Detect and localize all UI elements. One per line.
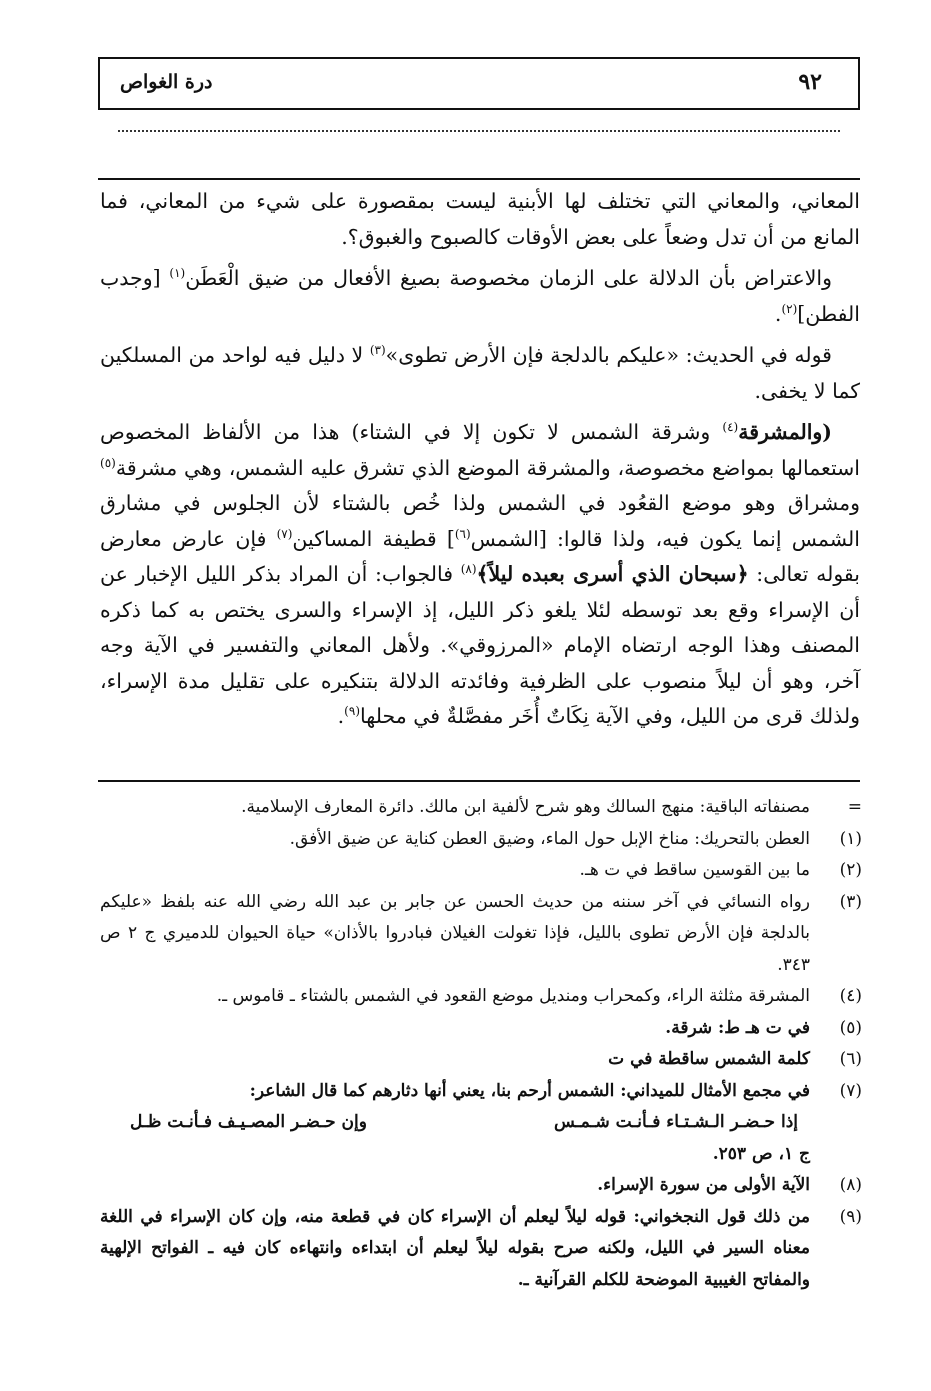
dotted-divider (118, 130, 840, 132)
footnote-ref-1[interactable]: (١) (169, 266, 186, 281)
footnote-9 (100, 1202, 862, 1297)
footnote-number: (٤) (839, 986, 862, 1006)
verse-reference: ج ١، ص ٢٥٣. (712, 1143, 810, 1164)
footnote-ref-6[interactable]: (٦) (454, 526, 471, 541)
footnote-7 (100, 1076, 862, 1171)
verse-hemistich-2: وإن حـضـر المصـيـف فـأنـت ظـل (130, 1112, 367, 1132)
footnote-ref-4[interactable]: (٤) (722, 420, 739, 435)
footnote-text: في مجمع الأمثال للميداني: الشمس أرحم بنا، يعني أنها دثارهم كما قال الشاعر: (249, 1080, 810, 1101)
paragraph-1: المعاني، والمعاني التي تختلف لها الأبنية ليست بمقصورة على شيء من المعاني، فما المانع من أن تدل وضعاً على بعض الأوقات كالصبوح والغبوق؟. (100, 189, 860, 249)
footnote-4 (100, 981, 862, 1013)
footnote-text: مصنفاته الباقية: منهج السالك وهو شرح لألفية ابن مالك. دائرة المعارف الإسلامية. (241, 797, 810, 817)
footnote-ref-2[interactable]: (٢) (781, 301, 798, 316)
footnote-ref-8[interactable]: (٨) (460, 562, 477, 577)
footnote-5 (100, 1013, 862, 1045)
paragraph-4: (والمشرقة$^{(٤)}$ وشرقة الشمس لا تكون إلا في الشتاء) هذا من الألفاظ المخصوص استعمالها بمواضع مخصوصة، والمشرقة الموضع الذي تشرق عليه الشمس، وهي مشرقة$^{(٥)}$ ومشراق وهو موضع القعُود في الشمس ولذا خُص بالشتاء لأن الجلوس في مشارق الشمس إنما يكون فيه، ولذا قالوا: [الشمس$^{(٦)}$] قطيفة المساكين$^{(٧)}$ فإن عارض معارض بقوله تعالى: ﴿سبحان الذي أسرى بعبده ليلاً﴾$^{(٨)}$ فالجواب: أن المراد بذكر الليل الإخبار عن أن الإسراء وقع بعد توسطه لئلا يلغو ذكر الليل، إذ الإسراء والسرى يختص به كما ذكره المصنف وهذا الوجه ارتضاه الإمام «المرزوقي». ولأهل المعاني والتفسير في الآية وجه آخر، وهو أن ليلاً منصوب على الظرفية وفائدته الدلالة بتنكيره على تقليل مدة الإسراء، ولذلك قرى من الليل، وفي الآية نِكَاتٌ أُخَر مفصَّلةٌ في محلها$^{(٩)}$. (100, 420, 860, 728)
footnote-text: كلمة الشمس ساقطة في ت (608, 1049, 810, 1069)
footnote-rule (98, 780, 860, 782)
footnote-text: رواه النسائي في آخر سننه من حديث الحسن عن جابر بن عبد الله رضي الله عنه بلفظ «عليكم بالدلجة فإن الأرض تطوى بالليل، فإذا تغولت الغيلان فبادروا بالأذان» حياة الحيوان للدميري ج ٢ ص ٣٤٣. (100, 891, 810, 975)
footnote-number: (٧) (839, 1080, 862, 1101)
footnote-number: (٢) (839, 860, 862, 880)
footnote-number: (٦) (839, 1049, 862, 1069)
footnote-1 (100, 824, 862, 856)
footnote-text: المشرقة مثلثة الراء، وكمحراب ومنديل موضع القعود في الشمس بالشتاء ـ قاموس ـ. (216, 986, 810, 1006)
paragraph-2: والاعتراض بأن الدلالة على الزمان مخصوصة بصيغ الأفعال من ضيق الْعَطَن$^{(١)}$ [وجدب الفطن]$^{(٢)}$. (100, 266, 860, 326)
footnote-ref-5[interactable]: (٥) (100, 455, 116, 470)
footnote-number: (٩) (839, 1206, 862, 1227)
footnote-ref-9[interactable]: (٩) (344, 704, 360, 719)
footnote-3 (100, 887, 862, 982)
paragraph-3: قوله في الحديث: «عليكم بالدلجة فإن الأرض تطوى»$^{(٣)}$ لا دليل فيه لواحد من المسلكين كما لا يخفى. (100, 343, 860, 403)
main-text (100, 184, 860, 741)
page-number: ٩٢ (798, 69, 822, 95)
footnote-number: (٣) (839, 891, 862, 912)
footnote-number: (١) (839, 828, 862, 849)
footnote-text: من ذلك قول النجخواني: قوله ليلاً ليعلم أن الإسراء كان في قطعة منه، وإن كان الإسراء في اللغة معناه السير في الليل، ولكنه صرح بقوله ليلاً ليعلم أن ابتداءه وانتهاءه كان فيه ـ الفواتح الإلهية والمفاتح الغيبية الموضحة للكلم القرآنية ـ. (100, 1206, 810, 1290)
footnotes (100, 792, 862, 1296)
quran-quote: ﴿سبحان الذي أسرى بعبده ليلاً﴾ (476, 562, 749, 586)
footnote-text: في ت هـ ط: شرقة. (665, 1017, 810, 1038)
footnote-ref-3[interactable]: (٣) (369, 343, 386, 358)
continuation-marker: = (847, 797, 862, 817)
page-header (98, 57, 860, 110)
verse-hemistich-1: إذا حـضـر الـشـتـاء فـأنـت شـمـس (554, 1112, 798, 1132)
footnote-number: (٥) (839, 1017, 862, 1038)
running-title: درة الغواص (120, 71, 213, 93)
footnote-text: ما بين القوسين ساقط في ت هـ. (579, 860, 810, 880)
footnote-continuation (100, 792, 862, 824)
text-top-rule (98, 178, 860, 180)
footnote-number: (٨) (839, 1175, 862, 1195)
footnote-text: الآية الأولى من سورة الإسراء. (597, 1175, 810, 1195)
footnote-ref-7[interactable]: (٧) (276, 526, 293, 541)
footnote-2 (100, 855, 862, 887)
entry-headword: (والمشرقة (738, 420, 832, 444)
poetry-verse (100, 1107, 810, 1139)
footnote-text: العطن بالتحريك: مناخ الإبل حول الماء، وضيق العطن كناية عن ضيق الأفق. (289, 828, 810, 849)
footnote-8 (100, 1170, 862, 1202)
footnote-6 (100, 1044, 862, 1076)
